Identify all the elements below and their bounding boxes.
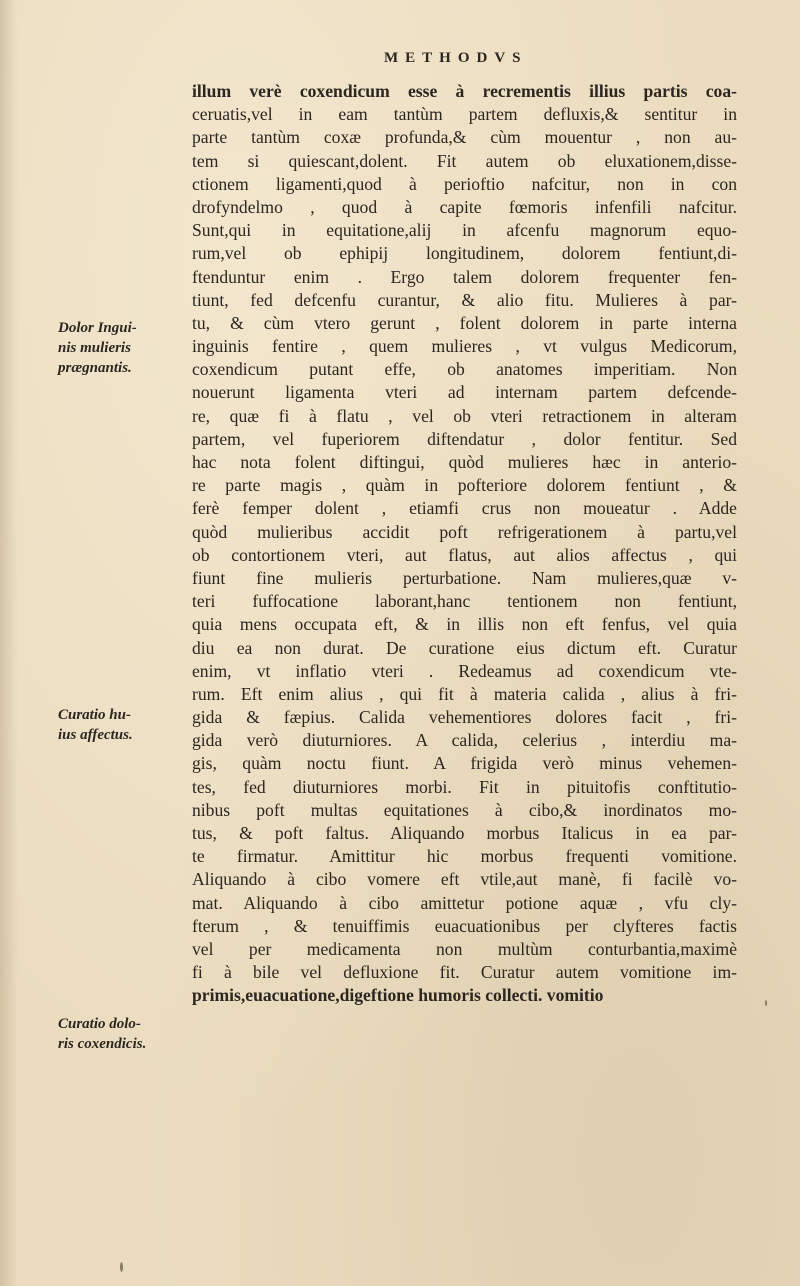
running-head: METHODVS <box>384 50 528 66</box>
text-line: gida verò diuturniores. A calida, celerius , interdiu ma- <box>192 730 737 751</box>
text-line: vel per medicamenta non multùm conturbantia,maximè <box>192 938 737 959</box>
margin-note-line: ius affectus. <box>58 727 133 743</box>
text-line: nouerunt ligamenta vteri ad internam partem defcende- <box>192 382 737 403</box>
text-line: re parte magis , quàm in pofteriore dolorem fentiunt , & <box>192 475 737 496</box>
text-line: teri fuffocatione laborant,hanc tentionem non fentiunt, <box>192 591 737 612</box>
text-line: primis,euacuatione,digeftione humoris collecti. vomitio <box>192 985 604 1006</box>
margin-note-curatio-affectus <box>58 705 190 745</box>
text-line: ftenduntur enim . Ergo talem dolorem frequenter fen- <box>192 266 737 287</box>
text-line: tiunt, fed defcenfu curantur, & alio fitu. Mulieres à par- <box>192 289 737 310</box>
text-line: ctionem ligamenti,quod à perioftio nafcitur, non in con <box>192 173 737 194</box>
page-edge-shadow <box>0 0 18 1286</box>
margin-note-line: Dolor Ingui- <box>58 320 137 336</box>
margin-note-curatio-coxendicis <box>58 1014 190 1054</box>
text-line: inguinis fentire , quem mulieres , vt vulgus Medicorum, <box>192 336 737 357</box>
text-line: re, quæ fi à flatu , vel ob vteri retractionem in alteram <box>192 405 737 426</box>
text-line: fi à bile vel defluxione fit. Curatur autem vomitione im- <box>192 962 737 983</box>
margin-note-line: ris coxendicis. <box>58 1036 147 1052</box>
text-line: quia mens occupata eft, & in illis non eft fenfus, vel quia <box>192 614 737 635</box>
text-line: mat. Aliquando à cibo amittetur potione aquæ , vfu cly- <box>192 892 737 913</box>
margin-note-line: Curatio hu- <box>58 707 131 723</box>
margin-note-dolor-inguinis <box>58 318 190 378</box>
text-line: ferè femper dolent , etiamfi crus non moueatur . Adde <box>192 498 737 519</box>
text-line: nibus poft multas equitationes à cibo,& inordinatos mo- <box>192 799 737 820</box>
text-line: ceruatis,vel in eam tantùm partem defluxis,& sentitur in <box>192 104 737 125</box>
text-line: partem, vel fuperiorem diftendatur , dolor fentitur. Sed <box>192 428 737 449</box>
text-line: tem si quiescant,dolent. Fit autem ob eluxationem,disse- <box>192 150 737 171</box>
text-line: hac nota folent diftingui, quòd mulieres hæc in anterio- <box>192 452 737 472</box>
text-line: tes, fed diuturniores morbi. Fit in pituitofis conftitutio- <box>192 776 737 797</box>
text-line: te firmatur. Amittitur hic morbus frequenti vomitione. <box>192 846 737 867</box>
paper-blemish <box>120 1262 123 1272</box>
paper-blemish <box>765 1000 767 1006</box>
text-line: enim, vt inflatio vteri . Redeamus ad coxendicum vte- <box>192 660 737 681</box>
text-line: diu ea non durat. De curatione eius dictum eft. Curatur <box>192 637 737 658</box>
text-line: Sunt,qui in equitatione,alij in afcenfu magnorum equo- <box>192 220 737 241</box>
margin-note-line: prægnantis. <box>58 360 132 376</box>
text-line: fiunt fine mulieris perturbatione. Nam mulieres,quæ v- <box>192 567 737 588</box>
text-line: coxendicum putant effe, ob anatomes imperitiam. Non <box>192 359 737 380</box>
text-line: illum verè coxendicum esse à recrementis illius partis coa- <box>192 81 737 101</box>
text-line: rum,vel ob ephipij longitudinem, dolorem fentiunt,di- <box>192 243 737 264</box>
body-text <box>192 80 737 1008</box>
text-line: rum. Eft enim alius , qui fit à materia calida , alius à fri- <box>192 683 737 704</box>
text-line: Aliquando à cibo vomere eft vtile,aut manè, fi facilè vo- <box>192 869 737 890</box>
text-line: parte tantùm coxæ profunda,& cùm mouentur , non au- <box>192 127 737 148</box>
text-line: gis, quàm noctu fiunt. A frigida verò minus vehemen- <box>192 753 737 774</box>
margin-note-line: Curatio dolo- <box>58 1016 141 1032</box>
text-line: tu, & cùm vtero gerunt , folent dolorem in parte interna <box>192 312 737 333</box>
text-line: gida & fæpius. Calida vehementiores dolores facit , fri- <box>192 707 737 728</box>
text-line: drofyndelmo , quod à capite fœmoris infenfili nafcitur. <box>192 196 737 217</box>
margin-note-line: nis mulieris <box>58 340 131 356</box>
text-line: quòd mulieribus accidit poft refrigerationem à partu,vel <box>192 521 737 542</box>
text-line: ob contortionem vteri, aut flatus, aut alios affectus , qui <box>192 544 737 565</box>
text-line: tus, & poft faltus. Aliquando morbus Italicus in ea par- <box>192 823 737 843</box>
text-line: fterum , & tenuiffimis euacuationibus per clyfteres factis <box>192 915 737 936</box>
